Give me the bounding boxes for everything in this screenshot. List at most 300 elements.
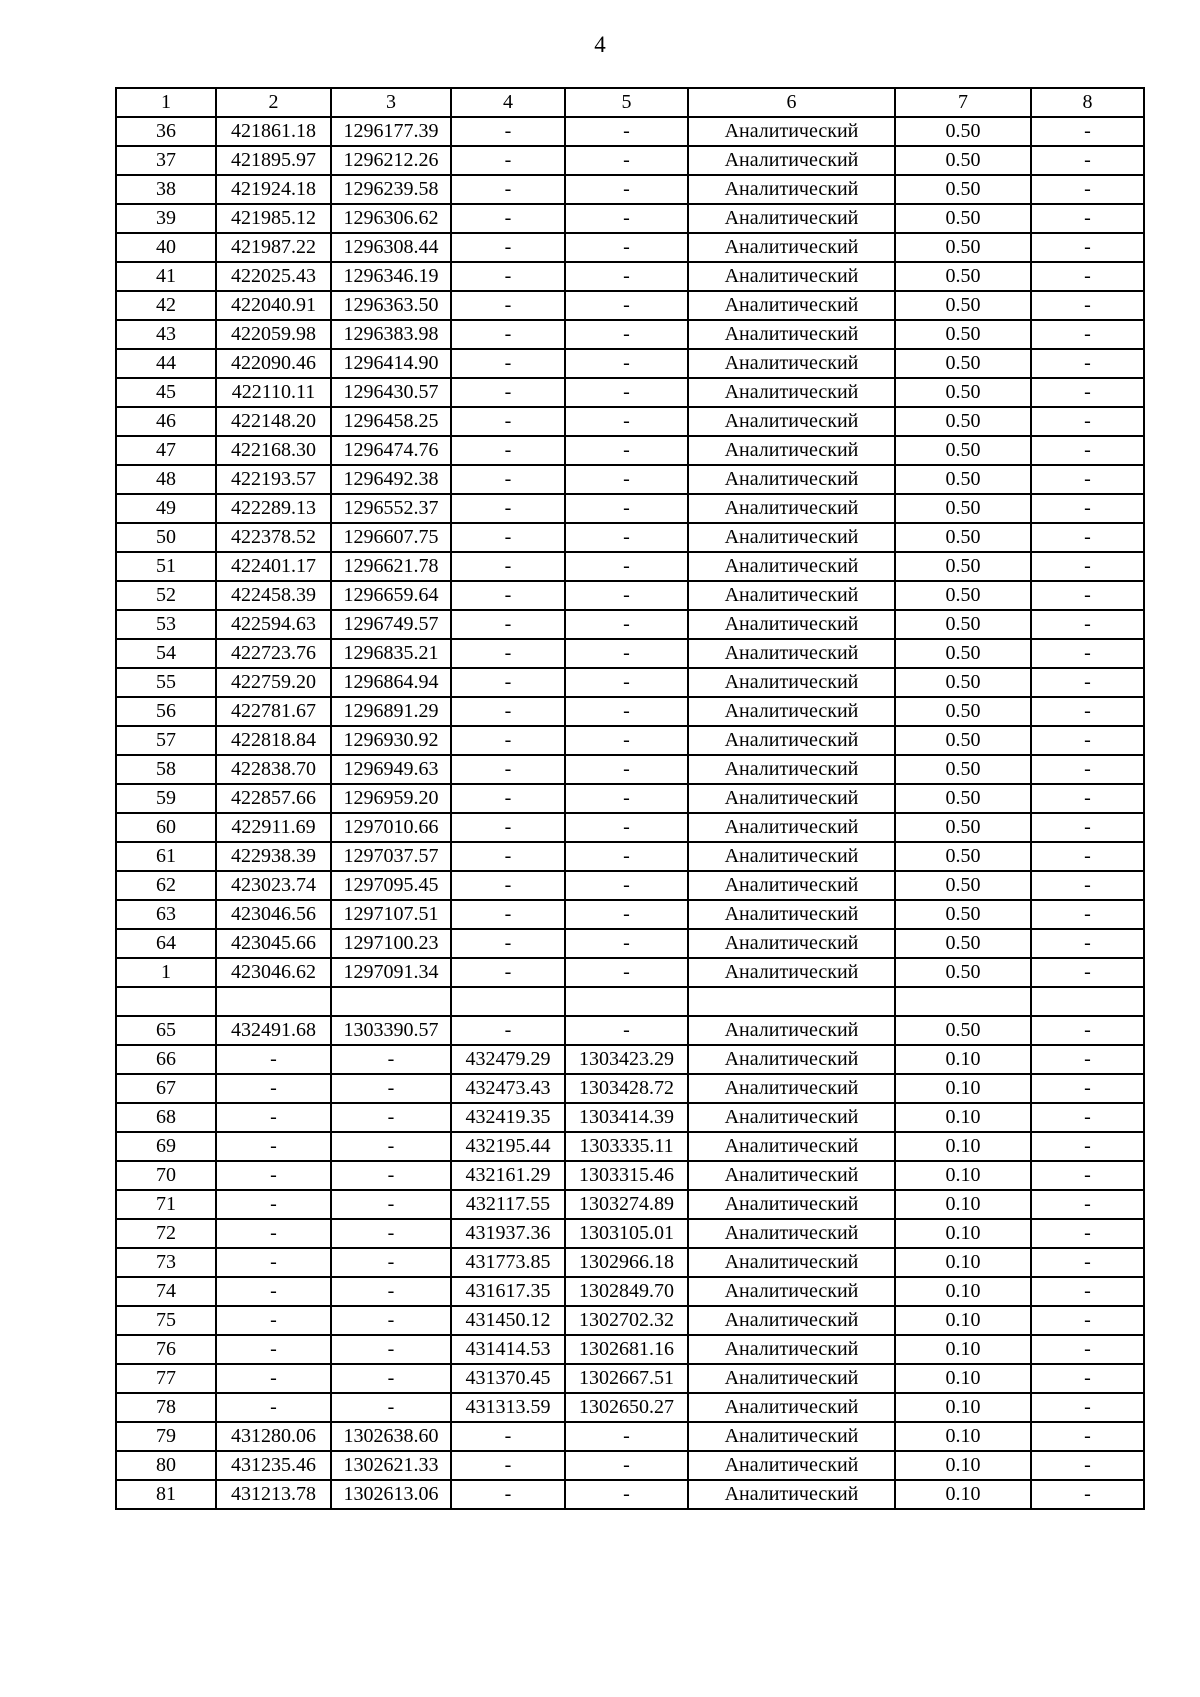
table-cell: 1296383.98 xyxy=(331,320,451,349)
table-row xyxy=(116,1335,1144,1364)
table-cell: 1296492.38 xyxy=(331,465,451,494)
table-cell: 36 xyxy=(116,117,216,146)
table-cell: 1303315.46 xyxy=(565,1161,688,1190)
table-cell: 422193.57 xyxy=(216,465,331,494)
table-row xyxy=(116,755,1144,784)
table-cell: - xyxy=(565,842,688,871)
table-row xyxy=(116,813,1144,842)
table-cell: - xyxy=(565,900,688,929)
table-cell: 431450.12 xyxy=(451,1306,565,1335)
table-cell: - xyxy=(1031,262,1144,291)
table-cell: 1302849.70 xyxy=(565,1277,688,1306)
header-cell: 3 xyxy=(331,88,451,117)
table-cell: 38 xyxy=(116,175,216,204)
table-cell: 1296864.94 xyxy=(331,668,451,697)
table-row xyxy=(116,900,1144,929)
table-row xyxy=(116,958,1144,987)
table-cell: Аналитический xyxy=(688,813,895,842)
table-cell: - xyxy=(1031,1335,1144,1364)
table-cell: 1302650.27 xyxy=(565,1393,688,1422)
table-cell: Аналитический xyxy=(688,1161,895,1190)
table-cell: 422938.39 xyxy=(216,842,331,871)
table-cell: - xyxy=(451,523,565,552)
table-cell: - xyxy=(216,1190,331,1219)
table-cell: - xyxy=(1031,929,1144,958)
table-cell: - xyxy=(565,784,688,813)
table-cell: 422857.66 xyxy=(216,784,331,813)
table-cell: - xyxy=(565,552,688,581)
table-cell: 79 xyxy=(116,1422,216,1451)
table-cell: - xyxy=(451,204,565,233)
table-cell: 1296212.26 xyxy=(331,146,451,175)
table-cell: - xyxy=(216,1277,331,1306)
table-cell: 72 xyxy=(116,1219,216,1248)
table-row xyxy=(116,262,1144,291)
table-cell: 431370.45 xyxy=(451,1364,565,1393)
table-cell: - xyxy=(1031,639,1144,668)
table-cell: Аналитический xyxy=(688,842,895,871)
table-cell: - xyxy=(1031,1074,1144,1103)
table-cell: - xyxy=(216,1045,331,1074)
table-cell: 0.50 xyxy=(895,871,1031,900)
table-cell: 1296363.50 xyxy=(331,291,451,320)
table-cell: - xyxy=(216,1103,331,1132)
table-cell: Аналитический xyxy=(688,552,895,581)
table-cell: 431313.59 xyxy=(451,1393,565,1422)
table-cell: 422723.76 xyxy=(216,639,331,668)
table-cell: 0.50 xyxy=(895,668,1031,697)
table-cell: - xyxy=(565,436,688,465)
table-cell xyxy=(688,987,895,1016)
table-row xyxy=(116,1393,1144,1422)
table-cell: - xyxy=(565,146,688,175)
table-cell: 1303105.01 xyxy=(565,1219,688,1248)
table-cell: - xyxy=(451,639,565,668)
table-cell: - xyxy=(216,1393,331,1422)
table-cell: Аналитический xyxy=(688,291,895,320)
table-cell: 40 xyxy=(116,233,216,262)
table-cell: - xyxy=(1031,1219,1144,1248)
table-cell: - xyxy=(565,407,688,436)
table-cell: Аналитический xyxy=(688,1306,895,1335)
table-cell: 0.10 xyxy=(895,1306,1031,1335)
table-cell: - xyxy=(451,262,565,291)
table-cell: 422594.63 xyxy=(216,610,331,639)
table-row xyxy=(116,465,1144,494)
table-cell: 431235.46 xyxy=(216,1451,331,1480)
table-cell: - xyxy=(1031,813,1144,842)
table-cell: 423045.66 xyxy=(216,929,331,958)
table-cell: 1296949.63 xyxy=(331,755,451,784)
table-cell: 432479.29 xyxy=(451,1045,565,1074)
table-cell: Аналитический xyxy=(688,668,895,697)
table-cell: - xyxy=(1031,697,1144,726)
table-cell: 423046.56 xyxy=(216,900,331,929)
table-cell: - xyxy=(1031,755,1144,784)
table-cell: 0.50 xyxy=(895,842,1031,871)
table-cell: 1296414.90 xyxy=(331,349,451,378)
table-row xyxy=(116,523,1144,552)
table-cell: - xyxy=(451,1422,565,1451)
table-cell: - xyxy=(1031,1451,1144,1480)
table-cell: Аналитический xyxy=(688,900,895,929)
table-cell: 0.10 xyxy=(895,1132,1031,1161)
table-cell: 59 xyxy=(116,784,216,813)
header-cell: 1 xyxy=(116,88,216,117)
table-cell: 1296930.92 xyxy=(331,726,451,755)
table-cell: 421987.22 xyxy=(216,233,331,262)
table-cell: - xyxy=(565,1422,688,1451)
table-cell: - xyxy=(216,1161,331,1190)
table-cell: - xyxy=(451,117,565,146)
table-cell: 80 xyxy=(116,1451,216,1480)
table-cell: - xyxy=(565,1016,688,1045)
table-cell: 0.50 xyxy=(895,465,1031,494)
table-cell: 1296458.25 xyxy=(331,407,451,436)
table-cell: - xyxy=(1031,523,1144,552)
table-cell: 432473.43 xyxy=(451,1074,565,1103)
table-cell: 70 xyxy=(116,1161,216,1190)
table-cell: - xyxy=(1031,784,1144,813)
table-cell: - xyxy=(1031,1016,1144,1045)
table-cell: - xyxy=(451,407,565,436)
table-cell: - xyxy=(216,1132,331,1161)
table-cell: - xyxy=(565,1451,688,1480)
table-cell: Аналитический xyxy=(688,1074,895,1103)
table-row xyxy=(116,204,1144,233)
table-cell: - xyxy=(451,349,565,378)
table-cell: Аналитический xyxy=(688,349,895,378)
table-cell: - xyxy=(1031,1248,1144,1277)
table-cell: - xyxy=(1031,610,1144,639)
table-cell: 1296308.44 xyxy=(331,233,451,262)
table-row xyxy=(116,494,1144,523)
table-cell: 422911.69 xyxy=(216,813,331,842)
table-cell: - xyxy=(1031,668,1144,697)
table-cell: 64 xyxy=(116,929,216,958)
table-row xyxy=(116,668,1144,697)
coordinates-table xyxy=(115,87,1145,1510)
table-cell: - xyxy=(451,465,565,494)
table-cell: Аналитический xyxy=(688,494,895,523)
table-cell: - xyxy=(1031,1306,1144,1335)
table-cell: - xyxy=(451,1480,565,1509)
table-cell: - xyxy=(331,1132,451,1161)
table-cell: 0.10 xyxy=(895,1190,1031,1219)
table-cell: 0.10 xyxy=(895,1393,1031,1422)
table-cell: 1303335.11 xyxy=(565,1132,688,1161)
table-cell: 73 xyxy=(116,1248,216,1277)
table-cell: 422378.52 xyxy=(216,523,331,552)
table-cell: Аналитический xyxy=(688,1393,895,1422)
table-row xyxy=(116,1364,1144,1393)
table-cell: - xyxy=(1031,436,1144,465)
table-cell: - xyxy=(1031,958,1144,987)
table-cell: 432195.44 xyxy=(451,1132,565,1161)
table-cell: 0.10 xyxy=(895,1422,1031,1451)
table-cell: - xyxy=(565,871,688,900)
table-row xyxy=(116,117,1144,146)
table-cell: - xyxy=(1031,117,1144,146)
table-cell: 52 xyxy=(116,581,216,610)
table-cell: 81 xyxy=(116,1480,216,1509)
table-cell: 0.50 xyxy=(895,900,1031,929)
table-cell: 0.10 xyxy=(895,1074,1031,1103)
table-cell: 77 xyxy=(116,1364,216,1393)
table-cell: - xyxy=(565,581,688,610)
table-cell: 1303414.39 xyxy=(565,1103,688,1132)
table-cell: 432161.29 xyxy=(451,1161,565,1190)
table-cell: 1302681.16 xyxy=(565,1335,688,1364)
table-cell: 1296659.64 xyxy=(331,581,451,610)
table-cell: 54 xyxy=(116,639,216,668)
table-cell: 0.50 xyxy=(895,639,1031,668)
table-cell: 55 xyxy=(116,668,216,697)
table-cell: 0.10 xyxy=(895,1045,1031,1074)
table-cell: - xyxy=(1031,581,1144,610)
table-cell: Аналитический xyxy=(688,726,895,755)
table-cell: - xyxy=(565,929,688,958)
table-cell: Аналитический xyxy=(688,1248,895,1277)
table-cell: 1302638.60 xyxy=(331,1422,451,1451)
table-cell: 431617.35 xyxy=(451,1277,565,1306)
table-cell: - xyxy=(451,958,565,987)
table-cell xyxy=(895,987,1031,1016)
table-cell: 0.50 xyxy=(895,958,1031,987)
table-cell: - xyxy=(1031,146,1144,175)
table-cell: - xyxy=(1031,1190,1144,1219)
table-cell: - xyxy=(1031,465,1144,494)
table-cell: 1297037.57 xyxy=(331,842,451,871)
table-row xyxy=(116,1045,1144,1074)
table-cell: 0.50 xyxy=(895,204,1031,233)
table-cell: 1303390.57 xyxy=(331,1016,451,1045)
table-cell: 0.50 xyxy=(895,726,1031,755)
table-cell: - xyxy=(1031,291,1144,320)
table-row xyxy=(116,1219,1144,1248)
table-row xyxy=(116,871,1144,900)
table-cell: - xyxy=(1031,1132,1144,1161)
table-cell: 1302613.06 xyxy=(331,1480,451,1509)
table-cell: 422458.39 xyxy=(216,581,331,610)
table-cell: 56 xyxy=(116,697,216,726)
header-cell: 2 xyxy=(216,88,331,117)
table-cell: - xyxy=(565,204,688,233)
table-cell: 78 xyxy=(116,1393,216,1422)
table-cell: 0.50 xyxy=(895,378,1031,407)
table-cell: 1303428.72 xyxy=(565,1074,688,1103)
table-cell: - xyxy=(1031,1277,1144,1306)
table-cell: - xyxy=(331,1045,451,1074)
table-cell: Аналитический xyxy=(688,1335,895,1364)
table-cell: - xyxy=(331,1364,451,1393)
table-cell: Аналитический xyxy=(688,378,895,407)
table-cell: - xyxy=(565,668,688,697)
table-cell: - xyxy=(1031,1422,1144,1451)
table-cell: 0.50 xyxy=(895,784,1031,813)
table-cell: 62 xyxy=(116,871,216,900)
table-cell: 41 xyxy=(116,262,216,291)
table-cell: Аналитический xyxy=(688,1045,895,1074)
table-cell: - xyxy=(451,697,565,726)
table-cell: 422759.20 xyxy=(216,668,331,697)
table-cell: Аналитический xyxy=(688,1016,895,1045)
table-cell: 431280.06 xyxy=(216,1422,331,1451)
table-cell: 1302966.18 xyxy=(565,1248,688,1277)
table-cell: - xyxy=(565,175,688,204)
table-cell: 0.50 xyxy=(895,436,1031,465)
table-cell: - xyxy=(1031,175,1144,204)
table-cell: 0.50 xyxy=(895,929,1031,958)
table-cell: 422818.84 xyxy=(216,726,331,755)
table-row xyxy=(116,1422,1144,1451)
table-cell: Аналитический xyxy=(688,1277,895,1306)
table-cell: 48 xyxy=(116,465,216,494)
table-cell: 422838.70 xyxy=(216,755,331,784)
table-cell: 0.10 xyxy=(895,1248,1031,1277)
table-cell: - xyxy=(1031,726,1144,755)
table-cell: 66 xyxy=(116,1045,216,1074)
table-cell: - xyxy=(565,813,688,842)
table-cell: Аналитический xyxy=(688,784,895,813)
table-cell: 431414.53 xyxy=(451,1335,565,1364)
table-cell: 1303423.29 xyxy=(565,1045,688,1074)
table-cell: - xyxy=(451,813,565,842)
table-cell: 1296552.37 xyxy=(331,494,451,523)
table-cell: 1296891.29 xyxy=(331,697,451,726)
table-cell: Аналитический xyxy=(688,581,895,610)
table-cell: Аналитический xyxy=(688,407,895,436)
table-cell xyxy=(451,987,565,1016)
table-cell: 37 xyxy=(116,146,216,175)
table-cell: 67 xyxy=(116,1074,216,1103)
table-cell: Аналитический xyxy=(688,958,895,987)
table-cell: 65 xyxy=(116,1016,216,1045)
table-row xyxy=(116,1451,1144,1480)
table-cell: - xyxy=(451,146,565,175)
table-cell: - xyxy=(565,697,688,726)
table-cell: 422090.46 xyxy=(216,349,331,378)
table-cell: - xyxy=(216,1306,331,1335)
table-cell: - xyxy=(1031,552,1144,581)
table-cell: - xyxy=(1031,407,1144,436)
table-cell xyxy=(216,987,331,1016)
table-cell xyxy=(116,987,216,1016)
table-cell: Аналитический xyxy=(688,146,895,175)
table-cell: 0.50 xyxy=(895,610,1031,639)
table-cell: 1296749.57 xyxy=(331,610,451,639)
table-cell: 422401.17 xyxy=(216,552,331,581)
table-cell: - xyxy=(1031,378,1144,407)
table-row xyxy=(116,697,1144,726)
table-cell: 423023.74 xyxy=(216,871,331,900)
table-cell: 0.50 xyxy=(895,755,1031,784)
table-row xyxy=(116,552,1144,581)
table-cell: - xyxy=(331,1074,451,1103)
table-row xyxy=(116,378,1144,407)
table-cell: Аналитический xyxy=(688,465,895,494)
table-cell: - xyxy=(331,1161,451,1190)
table-cell: 0.50 xyxy=(895,262,1031,291)
table-cell: 0.50 xyxy=(895,117,1031,146)
table-cell: 53 xyxy=(116,610,216,639)
table-cell: 1297010.66 xyxy=(331,813,451,842)
table-cell: - xyxy=(1031,1103,1144,1132)
table-cell: - xyxy=(1031,320,1144,349)
table-cell xyxy=(1031,987,1144,1016)
page-number: 4 xyxy=(594,32,606,57)
table-cell: 50 xyxy=(116,523,216,552)
table-cell: Аналитический xyxy=(688,117,895,146)
table-cell: 1 xyxy=(116,958,216,987)
header-cell: 4 xyxy=(451,88,565,117)
table-row xyxy=(116,1103,1144,1132)
table-body xyxy=(116,117,1144,1509)
table-cell: - xyxy=(451,291,565,320)
table-cell: - xyxy=(331,1393,451,1422)
table-cell: 422025.43 xyxy=(216,262,331,291)
table-cell: 1297095.45 xyxy=(331,871,451,900)
table-cell: - xyxy=(1031,842,1144,871)
table-cell: Аналитический xyxy=(688,1103,895,1132)
table-cell: 0.50 xyxy=(895,494,1031,523)
table-cell: - xyxy=(331,1103,451,1132)
table-cell: Аналитический xyxy=(688,320,895,349)
table-cell: 1296621.78 xyxy=(331,552,451,581)
table-cell: - xyxy=(451,494,565,523)
table-cell: - xyxy=(451,842,565,871)
table-cell xyxy=(565,987,688,1016)
table-cell: - xyxy=(451,900,565,929)
table-cell: - xyxy=(331,1306,451,1335)
table-cell: - xyxy=(1031,1393,1144,1422)
table-cell: 57 xyxy=(116,726,216,755)
table-cell: 432117.55 xyxy=(451,1190,565,1219)
table-cell: - xyxy=(565,233,688,262)
table-cell: - xyxy=(451,1451,565,1480)
table-cell: - xyxy=(451,581,565,610)
table-cell: 0.50 xyxy=(895,697,1031,726)
table-cell: Аналитический xyxy=(688,610,895,639)
table-cell: 421985.12 xyxy=(216,204,331,233)
table-cell: - xyxy=(565,726,688,755)
table-cell: - xyxy=(565,610,688,639)
table-cell: - xyxy=(565,958,688,987)
table-cell: 47 xyxy=(116,436,216,465)
table-cell: 1303274.89 xyxy=(565,1190,688,1219)
table-cell: 1302702.32 xyxy=(565,1306,688,1335)
table-header-row xyxy=(116,88,1144,117)
table-cell: 1296177.39 xyxy=(331,117,451,146)
table-cell: 1302621.33 xyxy=(331,1451,451,1480)
table-cell: Аналитический xyxy=(688,639,895,668)
table-cell: 1296239.58 xyxy=(331,175,451,204)
table-row xyxy=(116,610,1144,639)
table-cell: 422168.30 xyxy=(216,436,331,465)
table-cell: - xyxy=(565,1480,688,1509)
table-cell: - xyxy=(1031,900,1144,929)
table-cell: - xyxy=(1031,494,1144,523)
table-cell: 0.50 xyxy=(895,349,1031,378)
table-row xyxy=(116,320,1144,349)
table-cell: 51 xyxy=(116,552,216,581)
table-cell: - xyxy=(451,784,565,813)
table-cell: 421924.18 xyxy=(216,175,331,204)
table-row xyxy=(116,639,1144,668)
table-row xyxy=(116,436,1144,465)
table-cell: 431213.78 xyxy=(216,1480,331,1509)
table-cell: 431937.36 xyxy=(451,1219,565,1248)
